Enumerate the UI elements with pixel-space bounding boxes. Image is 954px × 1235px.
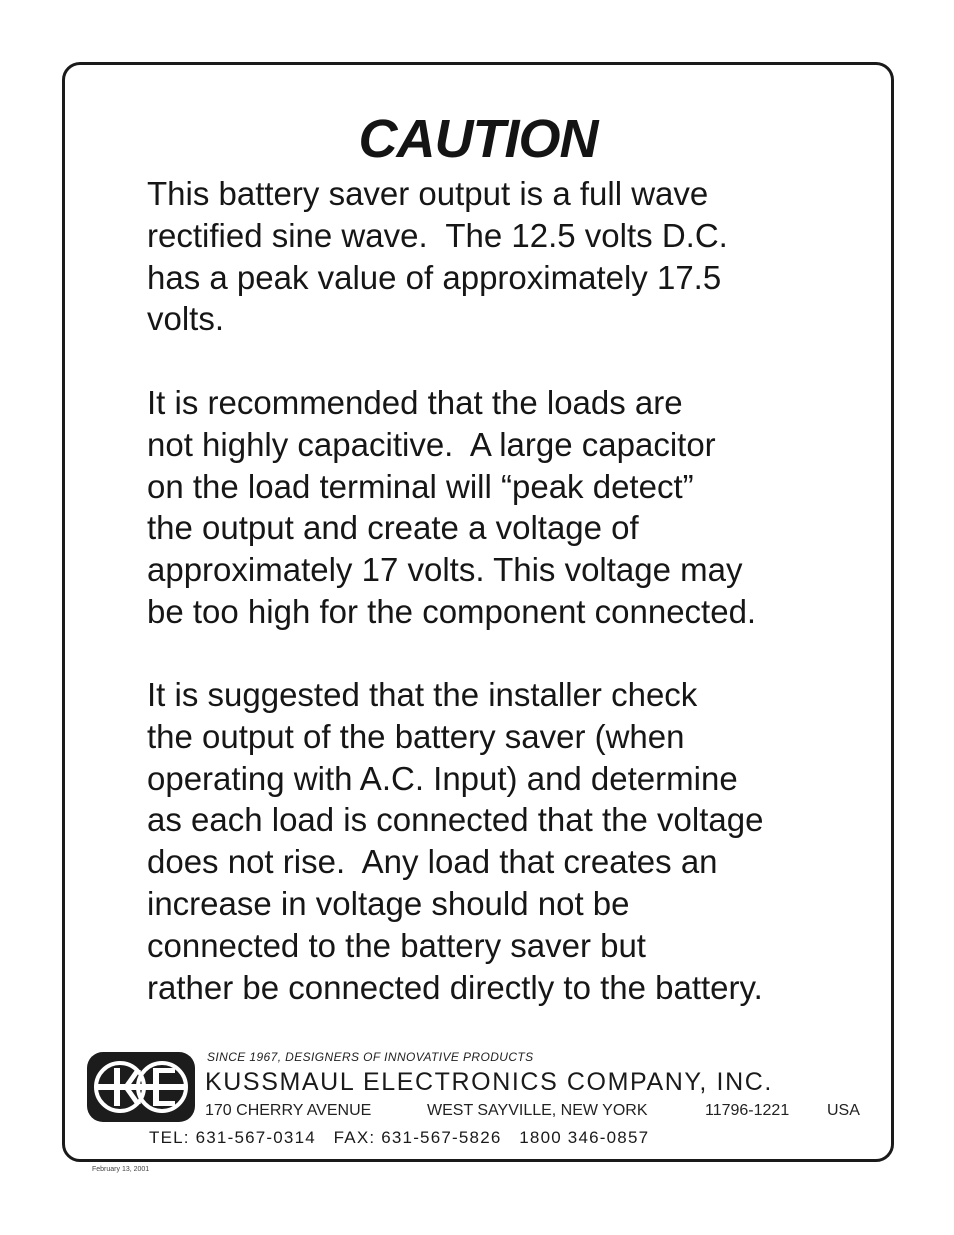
paragraph-installer-check: It is suggested that the installer check the output of the battery saver (when operating with A.C. Input) and determine as each load is connected that the voltage does not rise. Any load that creates an increase in voltage should not be connected to the battery saver but rather be connected directly to the battery. [147,676,764,1006]
address-city: WEST SAYVILLE, NEW YORK [427,1102,648,1119]
paragraph-output-waveform: This battery saver output is a full wave rectified sine wave. The 12.5 volts D.C. has a peak value of approximately 17.5 volts. [147,175,728,338]
paragraph-capacitive-loads: It is recommended that the loads are not highly capacitive. A large capacitor on the load terminal will “peak detect” the output and create a voltage of approximately 17 volts. This voltage may be too high for the component connected. [147,384,757,630]
caution-label-panel [62,62,894,1162]
company-tagline: SINCE 1967, DESIGNERS OF INNOVATIVE PRODUCTS [207,1050,534,1064]
company-name: KUSSMAUL ELECTRONICS COMPANY, INC. [205,1068,773,1096]
revision-date: February 13, 2001 [92,1166,150,1173]
address-zip: 11796-1221 [705,1102,790,1119]
company-phone-numbers: TEL: 631-567-0314 FAX: 631-567-5826 1800 346-0857 [149,1128,650,1147]
address-country: USA [827,1102,860,1119]
company-footer [87,1048,877,1148]
address-street: 170 CHERRY AVENUE [205,1102,372,1119]
kussmaul-ke-logo-icon [87,1052,195,1122]
caution-title: CAUTION [358,109,598,169]
